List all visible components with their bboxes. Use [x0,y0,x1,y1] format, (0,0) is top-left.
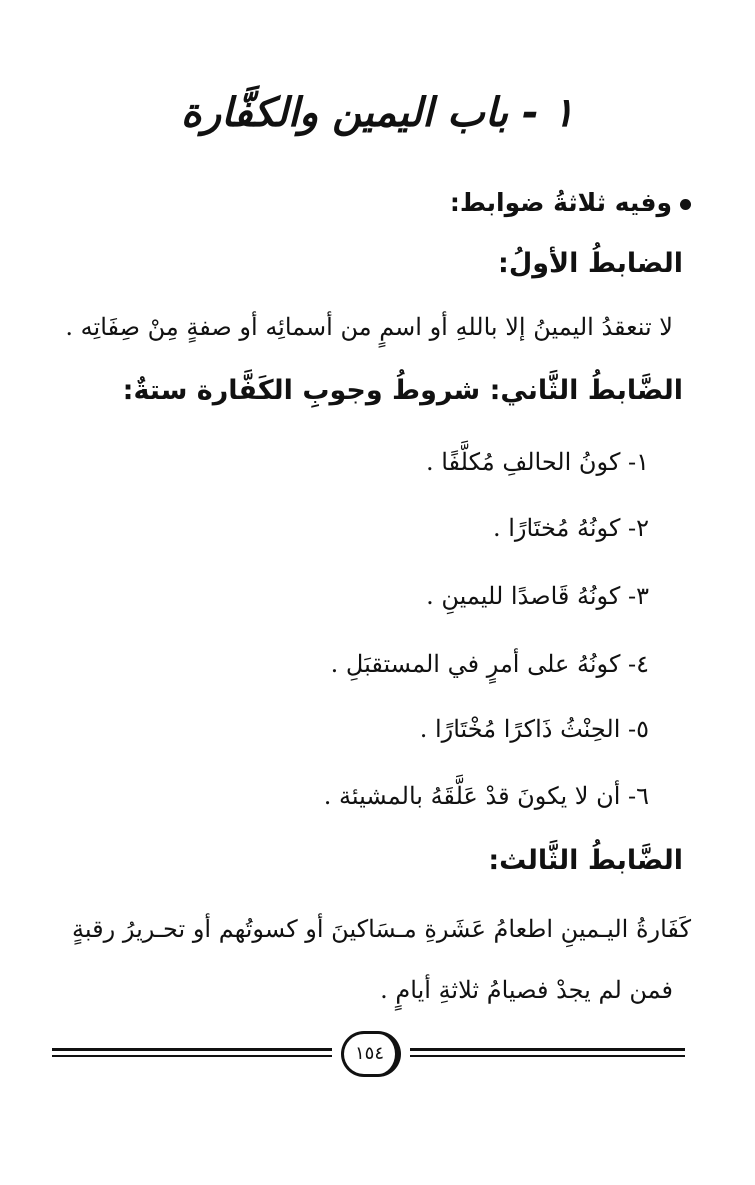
condition-item-4: ٤- كونُهُ على أمرٍ في المستقبَلِ . [330,650,649,678]
condition-item-1: ١- كونُ الحالفِ مُكلَّفًا . [425,448,649,476]
intro-line [450,188,691,217]
rule-3-text-line-2: فمن لم يجدْ فصيامُ ثلاثةِ أيامٍ . [380,976,673,1004]
footer-rule-left [52,1048,332,1057]
chapter-title: ١ - باب اليمين والكفَّارة [180,90,575,136]
page-number: ١٥٤ [341,1031,401,1077]
rule-3-heading: الضَّابطُ الثَّالث: [488,845,683,876]
rule-3-text-line-1: كَفَارةُ اليـمينِ اطعامُ عَشَرةِ مـسَاكينَ أو كسوتُهم أو تحـريرُ رقبةٍ [72,915,691,943]
rule-1-heading: الضابطُ الأولُ: [498,248,683,279]
rule-1-text: لا تنعقدُ اليمينُ إلا باللهِ أو اسمٍ من أسمائِه أو صفةٍ مِنْ صِفَاتِه . [65,313,673,341]
condition-item-2: ٢- كونُهُ مُختَارًا . [492,514,649,542]
condition-item-6: ٦- أن لا يكونَ قدْ عَلَّقَهُ بالمشيئة . [323,782,649,810]
intro-label: وفيه ثلاثةُ ضوابط: [449,188,672,217]
rule-2-heading: الضَّابطُ الثَّاني: شروطُ وجوبِ الكَفَّارة ستةٌ: [122,375,683,406]
footer-rule-right [410,1048,685,1057]
bullet-icon [680,199,691,210]
condition-item-5: ٥- الحِنْثُ ذَاكرًا مُخْتَارًا . [419,715,649,743]
condition-item-3: ٣- كونُهُ قَاصدًا لليمينِ . [426,582,649,610]
